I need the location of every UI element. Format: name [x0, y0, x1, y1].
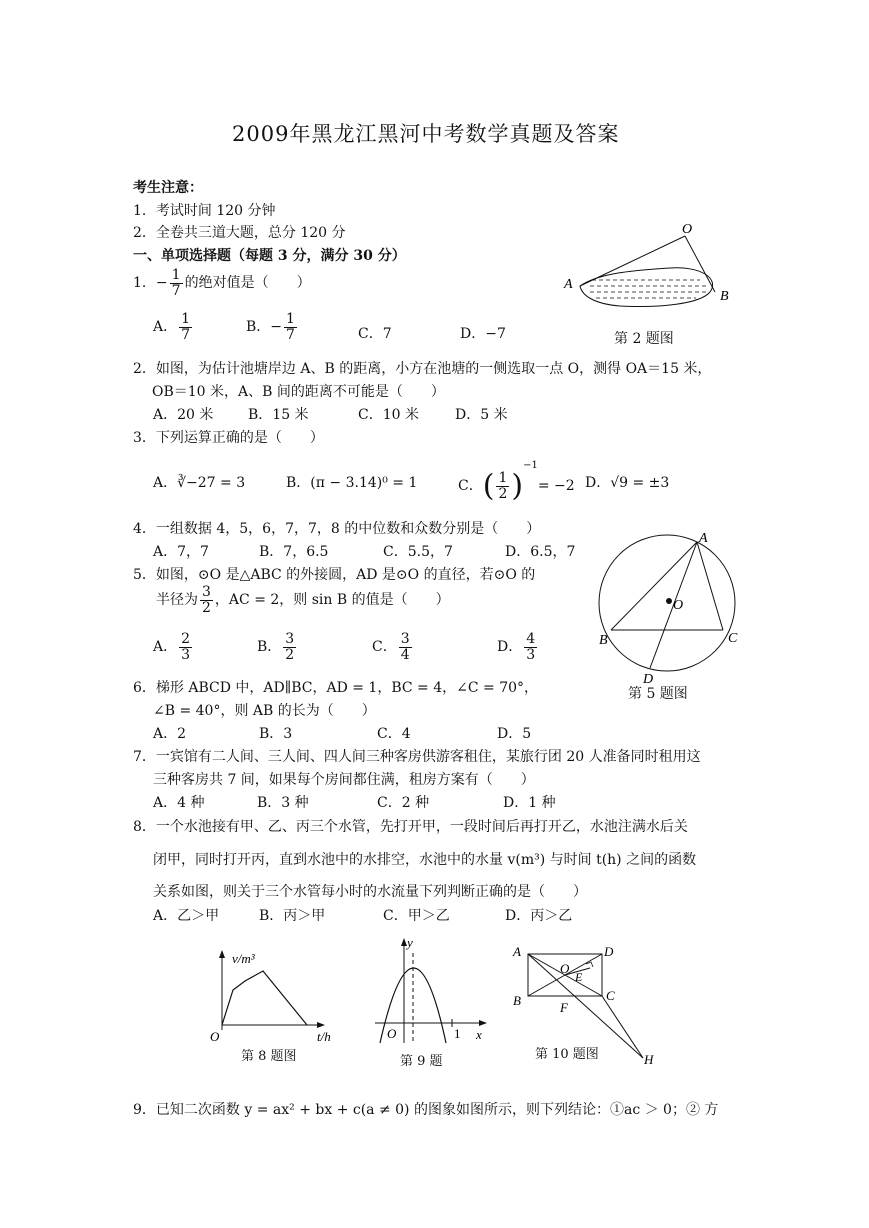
fig2-label-a: A	[564, 277, 573, 292]
q1-option-b: B．− $\frac{1}{7}$	[246, 311, 295, 343]
q7-option-b: B．3 种	[257, 795, 309, 811]
q2-option-d: D．5 米	[455, 407, 508, 423]
q1-option-d: D．−7	[460, 326, 506, 342]
figure-5	[595, 528, 745, 686]
q6-option-d: D．5	[497, 726, 532, 742]
q5-option-a: A． $\frac{2}{3}$	[153, 631, 191, 663]
q4-option-d: D．6.5，7	[505, 544, 576, 560]
fig5-caption: 第 5 题图	[628, 686, 688, 702]
q8-option-a: A．乙＞甲	[153, 908, 220, 924]
q5-option-d: D． $\frac{4}{3}$	[497, 631, 536, 663]
q5-option-b: B． $\frac{3}{2}$	[257, 631, 295, 663]
figure-8	[205, 945, 345, 1045]
q6-option-c: C．4	[377, 726, 411, 742]
q1-option-a: A． $\frac{1}{7}$	[153, 311, 191, 343]
q2-option-a: A．20 米	[153, 407, 214, 423]
fig10-label-h: H	[644, 1052, 654, 1067]
fig9-caption: 第 9 题	[400, 1054, 443, 1069]
fig5-label-c: C	[728, 631, 738, 646]
fig5-label-b: B	[599, 633, 608, 648]
q4-option-c: C．5.5，7	[383, 544, 453, 560]
q7-option-d: D．1 种	[503, 795, 556, 811]
q1-text: 的绝对值是（ ）	[184, 275, 311, 292]
fig5-label-o: O	[673, 598, 684, 613]
q8-option-b: B．丙＞甲	[259, 908, 326, 924]
q4-text: 4．一组数据 4，5，6，7，7，8 的中位数和众数分别是（ ）	[133, 521, 541, 537]
q7-line-2: 三种客房共 7 间，如果每个房间都住满，租房方案有（ ）	[153, 772, 535, 788]
q7-option-c: C．2 种	[377, 795, 430, 811]
fig8-label-o: O	[210, 1029, 220, 1044]
q7-line-1: 7．一宾馆有二人间、三人间、四人间三种客房供游客租住，某旅行团 20 人准备同时租用这	[133, 749, 701, 765]
fig10-label-b: B	[513, 993, 521, 1008]
q2-option-c: C．10 米	[358, 407, 419, 423]
q8-option-d: D．丙＞乙	[505, 908, 573, 924]
fig10-caption: 第 10 题图	[535, 1047, 599, 1062]
q5-line-2: 半径为 $\frac{3}{2}$ ，AC = 2，则 sin B 的值是（ ）	[156, 584, 450, 616]
fig9-label-x: x	[476, 1027, 482, 1042]
question-1: 1．− $\frac{1}{7}$ 的绝对值是（ ）	[133, 267, 311, 299]
q3-option-a: A．∛−27 = 3	[153, 475, 246, 491]
fig10-label-c: C	[606, 988, 615, 1003]
fig5-label-d: D	[643, 672, 654, 686]
fig2-caption: 第 2 题图	[614, 331, 674, 347]
fig8-caption: 第 8 题图	[241, 1049, 297, 1064]
q3-option-c: C．( $\frac{1}{2}$ )$^{-1}$= −2	[458, 460, 575, 504]
figure-9	[370, 935, 495, 1050]
q1-option-c: C．7	[358, 326, 392, 342]
fig10-label-o: O	[560, 961, 570, 976]
q3-option-b: B．(π − 3.14)⁰ = 1	[286, 475, 418, 491]
q8-line-3: 关系如图，则关于三个水管每小时的水流量下列判断正确的是（ ）	[153, 884, 587, 900]
fig10-label-a: A	[513, 944, 521, 959]
notice-item-1: 1．考试时间 120 分钟	[133, 203, 276, 219]
q5-option-c: C． $\frac{3}{4}$	[372, 631, 410, 663]
q2-line-1: 2．如图，为估计池塘岸边 A、B 的距离，小方在池塘的一侧选取一点 O，测得 OA＝15 米，	[133, 361, 712, 377]
fig9-label-y: y	[407, 935, 413, 950]
q5-line-1: 5．如图，⊙O 是△ABC 的外接圆，AD 是⊙O 的直径，若⊙O 的	[133, 567, 536, 583]
fig8-label-v: v/m³	[232, 951, 255, 966]
fig10-label-d: D	[604, 944, 614, 959]
q6-line-2: ∠B = 40°，则 AB 的长为（ ）	[153, 703, 376, 719]
page-title: 2009年黑龙江黑河中考数学真题及答案	[232, 122, 620, 146]
q2-option-b: B．15 米	[248, 407, 309, 423]
q4-option-a: A．7，7	[153, 544, 209, 560]
q3-option-d: D．√9 = ±3	[585, 475, 670, 491]
q9-text: 9．已知二次函数 y = ax² + bx + c(a ≠ 0) 的图象如图所示，则下列结论：①ac ＞ 0；② 方	[133, 1102, 719, 1118]
section-heading: 一、单项选择题（每题 3 分，满分 30 分）	[133, 248, 406, 264]
fig2-label-b: B	[720, 289, 729, 304]
fig5-label-a: A	[699, 531, 708, 546]
q1-number: 1．	[133, 275, 156, 292]
fig10-label-e: E	[575, 970, 583, 984]
q6-line-1: 6．梯形 ABCD 中，AD∥BC，AD = 1，BC = 4，∠C = 70°，	[133, 680, 539, 696]
fig2-label-o: O	[682, 222, 693, 237]
q2-line-2: OB＝10 米，A、B 间的距离不可能是（ ）	[152, 384, 445, 400]
notice-heading: 考生注意：	[133, 180, 203, 196]
notice-item-2: 2．全卷共三道大题，总分 120 分	[133, 225, 346, 241]
q8-line-1: 8．一个水池接有甲、乙、丙三个水管，先打开甲，一段时间后再打开乙，水池注满水后关	[133, 819, 688, 835]
fig10-label-f: F	[560, 1000, 568, 1015]
q6-option-b: B．3	[259, 726, 293, 742]
fig9-label-o: O	[387, 1026, 397, 1041]
q8-option-c: C．甲＞乙	[383, 908, 450, 924]
q6-option-a: A．2	[153, 726, 187, 742]
q7-option-a: A．4 种	[153, 795, 205, 811]
q8-line-2: 闭甲，同时打开丙，直到水池中的水排空，水池中的水量 v(m³) 与时间 t(h) 之间的函数	[153, 852, 697, 868]
fig9-label-1: 1	[454, 1026, 461, 1041]
q4-option-b: B．7，6.5	[259, 544, 329, 560]
q1-fraction: $\frac{1}{7}$	[171, 267, 181, 299]
fig8-label-t: t/h	[317, 1029, 331, 1044]
q3-text: 3．下列运算正确的是（ ）	[133, 430, 324, 446]
